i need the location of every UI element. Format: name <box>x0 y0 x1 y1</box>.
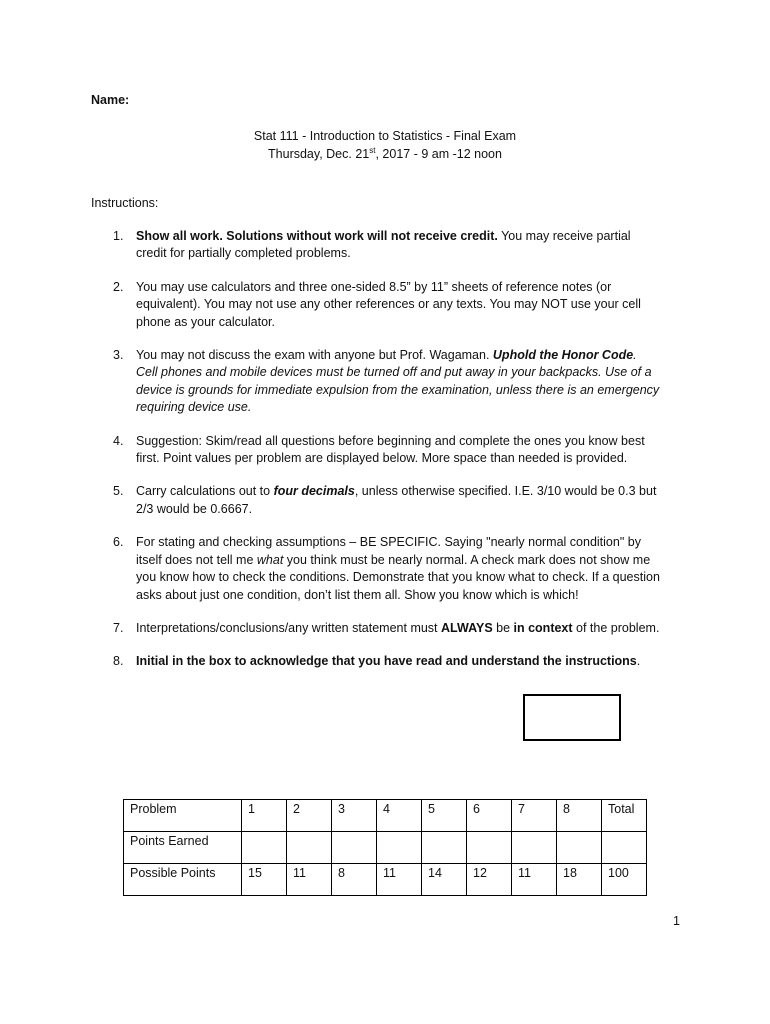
table-row <box>124 864 647 896</box>
earned-cell-3[interactable] <box>332 832 377 864</box>
exam-title: Stat 111 - Introduction to Statistics - Final Exam <box>253 129 517 143</box>
instruction-item-8: 8. Initial in the box to acknowledge that you have read and understand the instructions. <box>113 654 641 669</box>
problem-7-header: 7 <box>512 800 557 832</box>
earned-cell-1[interactable] <box>242 832 287 864</box>
row-header-problem: Problem <box>124 800 242 832</box>
instruction-item-2: 2. You may use calculators and three one-sided 8.5” by 11” sheets of reference notes (or equivalent). You may not use any other references or any texts. You may NOT use your cell phone as your calculator. <box>113 279 641 329</box>
page-number: 1 <box>673 914 680 928</box>
possible-cell-6: 12 <box>467 864 512 896</box>
earned-cell-6[interactable] <box>467 832 512 864</box>
earned-cell-8[interactable] <box>557 832 602 864</box>
problem-4-header: 4 <box>377 800 422 832</box>
earned-cell-2[interactable] <box>287 832 332 864</box>
possible-cell-2: 11 <box>287 864 332 896</box>
instruction-item-1: 1. Show all work. Solutions without work will not receive credit. You may receive partial credit for partially completed problems. <box>113 229 631 261</box>
instruction-item-7: 7. Interpretations/conclusions/any written statement must ALWAYS be in context of the problem. <box>113 620 660 635</box>
possible-cell-5: 14 <box>422 864 467 896</box>
exam-header <box>0 127 770 163</box>
problem-2-header: 2 <box>287 800 332 832</box>
problem-5-header: 5 <box>422 800 467 832</box>
possible-cell-8: 18 <box>557 864 602 896</box>
possible-cell-total: 100 <box>602 864 647 896</box>
possible-cell-4: 11 <box>377 864 422 896</box>
earned-cell-total[interactable] <box>602 832 647 864</box>
instruction-item-5: 5. Carry calculations out to four decimals, unless otherwise specified. I.E. 3/10 would be 0.3 but 2/3 would be 0.6667. <box>113 484 657 516</box>
exam-date: Thursday, Dec. 21st, 2017 - 9 am -12 noon <box>268 145 502 161</box>
row-header-points-earned: Points Earned <box>124 832 242 864</box>
table-row <box>124 832 647 864</box>
possible-cell-1: 15 <box>242 864 287 896</box>
problem-8-header: 8 <box>557 800 602 832</box>
earned-cell-7[interactable] <box>512 832 557 864</box>
row-header-possible-points: Possible Points <box>124 864 242 896</box>
instructions-heading: Instructions: <box>91 196 159 210</box>
instruction-item-4: 4. Suggestion: Skim/read all questions before beginning and complete the ones you know best first. Point values per problem are displayed below. More space than needed is provided. <box>113 433 645 466</box>
total-header: Total <box>602 800 647 832</box>
possible-cell-3: 8 <box>332 864 377 896</box>
score-table <box>123 799 647 896</box>
problem-6-header: 6 <box>467 800 512 832</box>
earned-cell-5[interactable] <box>422 832 467 864</box>
table-row <box>124 800 647 832</box>
problem-3-header: 3 <box>332 800 377 832</box>
initial-box[interactable] <box>523 694 621 741</box>
problem-1-header: 1 <box>242 800 287 832</box>
instruction-item-3: 3. You may not discuss the exam with anyone but Prof. Wagaman. Uphold the Honor Code. Cell phones and mobile devices must be turned off and put away in your backpacks. Use of a device is grounds for immediate expulsion from the examination, unless there is an emergency requiring device use. <box>113 348 660 415</box>
possible-cell-7: 11 <box>512 864 557 896</box>
earned-cell-4[interactable] <box>377 832 422 864</box>
name-label: Name: <box>91 93 130 107</box>
instruction-item-6: 6. For stating and checking assumptions – BE SPECIFIC. Saying "nearly normal condition" by itself does not tell me what you think must be nearly normal. A check mark does not show me you know how to check the conditions. Demonstrate that you know what to check. If a question asks about just one condition, don’t list them all. Show you know which is which! <box>113 535 660 602</box>
instructions-list <box>91 228 661 687</box>
